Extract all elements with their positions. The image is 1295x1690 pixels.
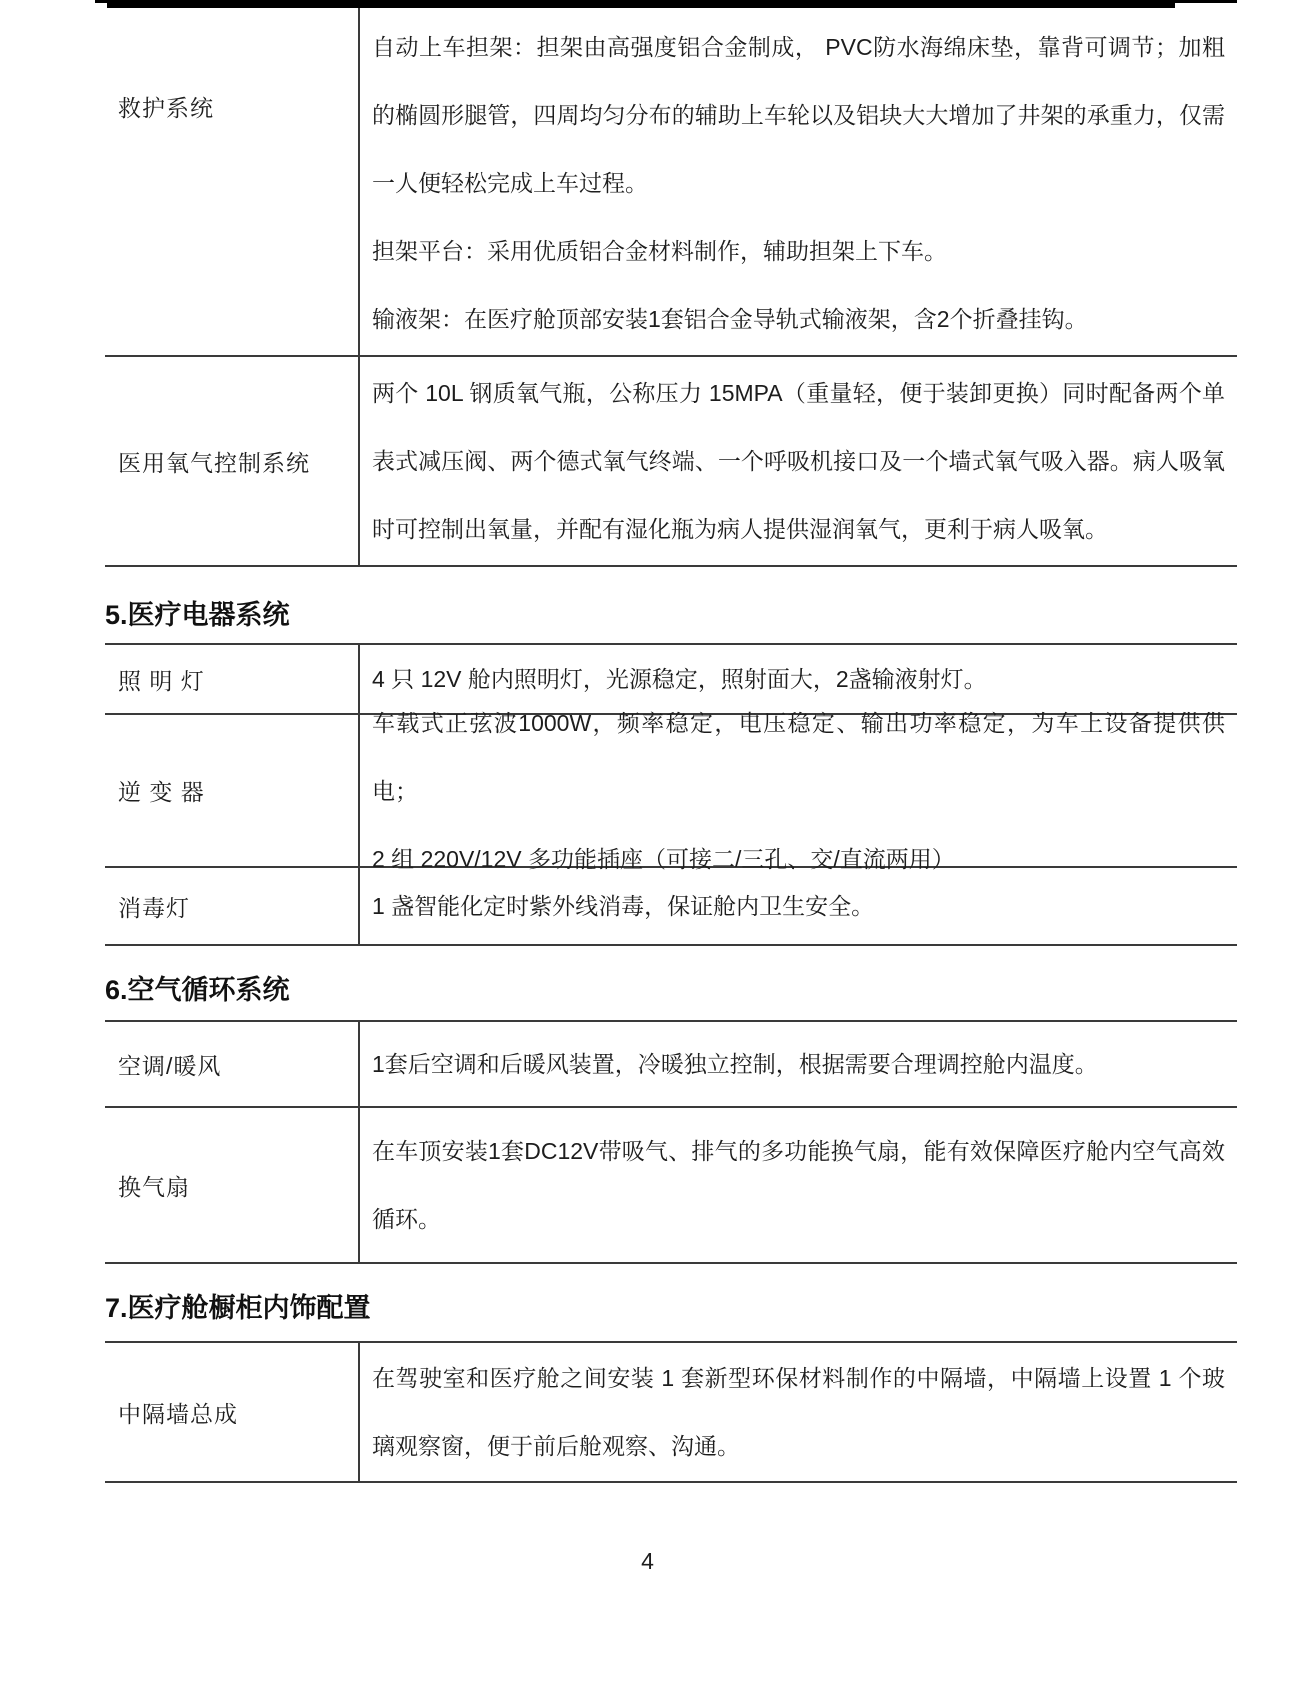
row-content-oxygen-system <box>358 357 1237 565</box>
row-label-rescue-system: 救护系统 <box>118 95 214 121</box>
rescue-system-paragraph-3: 输液架：在医疗舱顶部安装1套铝合金导轨式输液架，含2个折叠挂钩。 <box>372 306 1088 332</box>
row-label-oxygen-system: 医用氧气控制系统 <box>118 449 310 476</box>
table-row-ac-heating <box>105 1022 1237 1108</box>
section-heading-7-cabinet-interior: 7.医疗舱橱柜内饰配置 <box>105 1293 371 1323</box>
row-content-inverter <box>358 709 1237 872</box>
spec-sheet <box>105 8 1237 1483</box>
row-label-ventilation-fan: 换气扇 <box>118 1173 190 1200</box>
row-content-rescue-system <box>358 8 1237 355</box>
table-row-disinfection-lamp <box>105 868 1237 946</box>
disinfection-lamp-paragraph-1: 1 盏智能化定时紫外线消毒，保证舱内卫生安全。 <box>372 893 875 919</box>
section-heading-6-air-circulation: 6.空气循环系统 <box>105 975 290 1005</box>
row-label-disinfection-lamp: 消毒灯 <box>118 894 190 921</box>
row-label-partition-wall: 中隔墙总成 <box>118 1400 238 1427</box>
table-row-rescue-system <box>105 8 1237 357</box>
table-row-oxygen-system <box>105 357 1237 567</box>
spec-table-medical-electrical <box>105 643 1237 946</box>
spec-table-ambulance-systems <box>105 8 1237 567</box>
rescue-system-paragraph-1: 自动上车担架：担架由高强度铝合金制成， PVC防水海绵床垫，靠背可调节；加粗的椭圆形腿管，四周均匀分布的辅助上车轮以及铝块大大增加了井架的承重力，仅需一人便轻松完成上车过程。 <box>372 34 1225 196</box>
row-content-disinfection-lamp <box>358 868 1237 944</box>
row-content-ventilation-fan <box>358 1108 1237 1262</box>
inverter-paragraph-2: 2 组 220V/12V 多功能插座（可接二/三孔、交/直流两用） <box>372 845 955 872</box>
partition-wall-paragraph-1: 在驾驶室和医疗舱之间安装 1 套新型环保材料制作的中隔墙，中隔墙上设置 1 个玻璃观察窗，便于前后舱观察、沟通。 <box>372 1365 1225 1459</box>
ac-heating-paragraph-1: 1套后空调和后暖风装置，冷暖独立控制，根据需要合理调控舱内温度。 <box>372 1051 1098 1077</box>
table-row-inverter <box>105 709 1237 872</box>
row-label-ac-heating: 空调/暖风 <box>118 1052 222 1079</box>
row-label-inverter: 逆 变 器 <box>118 779 205 805</box>
table-top-border-thick <box>107 0 1175 8</box>
spec-table-cabinet-interior <box>105 1341 1237 1483</box>
section-heading-5-medical-electrical: 5.医疗电器系统 <box>105 600 290 630</box>
row-label-lighting: 照 明 灯 <box>118 667 205 694</box>
table-row-partition-wall <box>105 1343 1237 1483</box>
lighting-paragraph-1: 4 只 12V 舱内照明灯，光源稳定，照射面大，2盏输液射灯。 <box>372 666 987 692</box>
table-row-ventilation-fan <box>105 1108 1237 1264</box>
rescue-system-paragraph-2: 担架平台：采用优质铝合金材料制作，辅助担架上下车。 <box>372 238 947 264</box>
row-content-ac-heating <box>358 1022 1237 1106</box>
spec-table-air-circulation <box>105 1020 1237 1264</box>
page-number: 4 <box>641 1548 654 1574</box>
ventilation-fan-paragraph-1: 在车顶安装1套DC12V带吸气、排气的多功能换气扇，能有效保障医疗舱内空气高效循环。 <box>372 1138 1225 1232</box>
inverter-paragraph-1: 车载式正弦波1000W，频率稳定，电压稳定、输出功率稳定，为车上设备提供供电； <box>372 709 1225 804</box>
row-content-partition-wall <box>358 1343 1237 1481</box>
oxygen-system-paragraph-1: 两个 10L 钢质氧气瓶，公称压力 15MPA（重量轻，便于装卸更换）同时配备两个单表式减压阀、两个德式氧气终端、一个呼吸机接口及一个墙式氧气吸入器。病人吸氧时可控制出氧量，并配有湿化瓶为病人提供湿润氧气，更利于病人吸氧。 <box>372 380 1225 542</box>
